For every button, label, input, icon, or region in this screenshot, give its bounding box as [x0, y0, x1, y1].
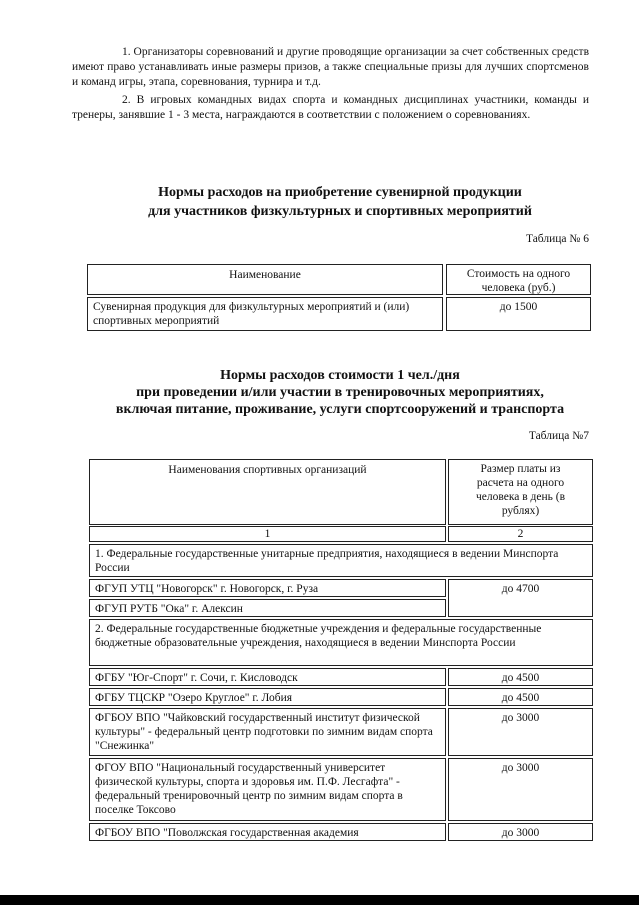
table6-header-cost: Стоимость на одного человека (руб.) — [446, 264, 591, 295]
table7-label: Таблица №7 — [528, 430, 589, 442]
table7-value-section1: до 4700 — [448, 579, 593, 617]
table6-title-line1: Нормы расходов на приобретение сувенирной продукции — [158, 185, 522, 200]
table7-row-utc-novogorsk: ФГУП УТЦ "Новогорск" г. Новогорск, г. Руза — [89, 579, 446, 597]
table6-label: Таблица № 6 — [525, 233, 589, 245]
table6-header-name: Наименование — [87, 264, 443, 295]
table7-value-yug-sport: до 4500 — [448, 668, 593, 686]
table7-value-chaikovsky: до 3000 — [448, 708, 593, 756]
table7-row-volga: ФГБОУ ВПО "Поволжская государственная академия — [89, 823, 446, 841]
table7-title-line1: Нормы расходов стоимости 1 чел./дня — [220, 368, 460, 383]
table6-row-name: Сувенирная продукция для физкультурных мероприятий и (или) спортивных мероприятий — [87, 297, 443, 331]
table7-section2: 2. Федеральные государственные бюджетные учреждения и федеральные государственные бюджетные образовательные учреждения, находящиеся в ведении Минспорта России — [89, 619, 593, 666]
table7-value-ozero-krugloe: до 4500 — [448, 688, 593, 706]
scan-bottom-border — [0, 895, 639, 905]
table6-title-line2: для участников физкультурных и спортивных мероприятий — [148, 204, 532, 219]
paragraph-1: 1. Организаторы соревнований и другие проводящие организации за счет собственных средств имеют право устанавливать иные размеры призов, а также специальные призы для лучших спортсменов и команд игры, этапа, соревнования, турнира и т.д. — [72, 46, 589, 88]
table7-title-line2: при проведении и/или участии в тренировочных мероприятиях, — [136, 385, 544, 400]
table7-row-yug-sport: ФГБУ "Юг-Спорт" г. Сочи, г. Кисловодск — [89, 668, 446, 686]
table7-row-chaikovsky: ФГБОУ ВПО "Чайковский государственный институт физической культуры" - федеральный центр подготовки по зимним видам спорта "Снежинка" — [89, 708, 446, 756]
table7-col2-number: 2 — [448, 526, 593, 542]
table7-section1: 1. Федеральные государственные унитарные предприятия, находящиеся в ведении Минспорта России — [89, 544, 593, 577]
table7-row-rutb-oka: ФГУП РУТБ "Ока" г. Алексин — [89, 599, 446, 617]
table7-row-ozero-krugloe: ФГБУ ТЦСКР "Озеро Круглое" г. Лобия — [89, 688, 446, 706]
table6-row-value: до 1500 — [446, 297, 591, 331]
table7-value-lesgaft: до 3000 — [448, 758, 593, 821]
table7-row-lesgaft: ФГОУ ВПО "Национальный государственный университет физической культуры, спорта и здоровья им. П.Ф. Лесгафта" - федеральный тренировочный центр по зимним видам спорта в поселке Токсово — [89, 758, 446, 821]
table7-header-name: Наименования спортивных организаций — [89, 459, 446, 525]
table7-value-volga: до 3000 — [448, 823, 593, 841]
paragraph-2: 2. В игровых командных видах спорта и командных дисциплинах участники, команды и тренеры, занявшие 1 - 3 места, награждаются в соответствии с положением о соревнованиях. — [72, 94, 589, 121]
table7-header-cost: Размер платы из расчета на одного человека в день (в рублях) — [448, 459, 593, 525]
table7-col1-number: 1 — [89, 526, 446, 542]
table7-title-line3: включая питание, проживание, услуги спортсооружений и транспорта — [115, 402, 565, 417]
